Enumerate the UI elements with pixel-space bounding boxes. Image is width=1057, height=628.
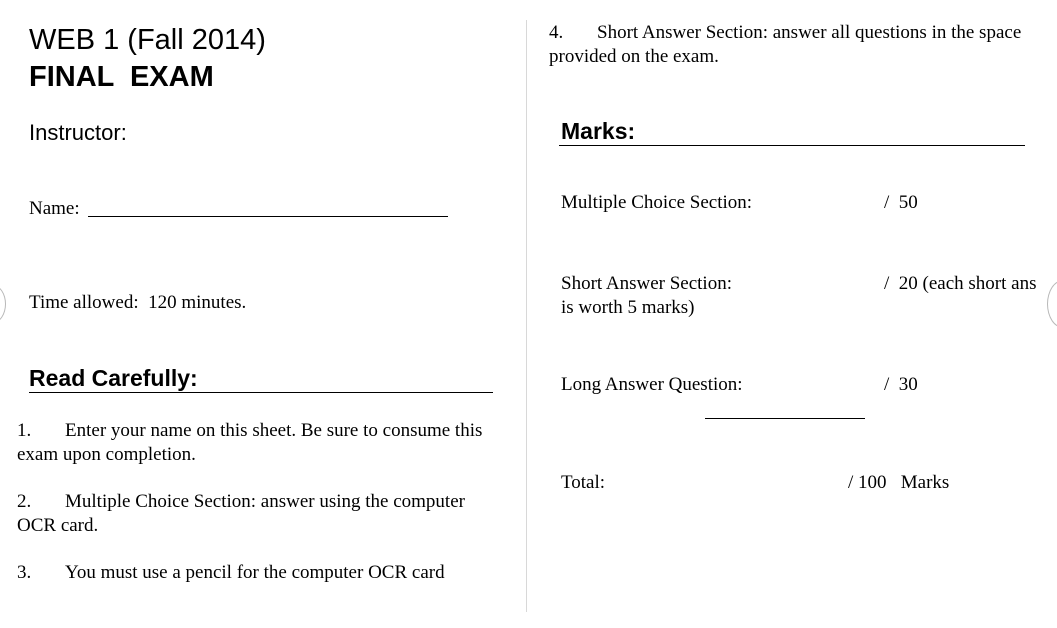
marks-rule bbox=[559, 145, 1025, 146]
instruction-text: You must use a pencil for the computer OCR card bbox=[65, 562, 445, 583]
mark-row-note: is worth 5 marks) bbox=[561, 297, 695, 318]
instruction-number: 4. bbox=[549, 22, 564, 43]
exam-title: FINAL EXAM bbox=[29, 61, 214, 93]
total-label: Total: bbox=[561, 472, 606, 493]
instruction-text: Short Answer Section: answer all questions in the space provided on the exam. bbox=[549, 22, 1022, 67]
instructor-label: Instructor: bbox=[29, 120, 127, 145]
mark-row-label: Short Answer Section: bbox=[561, 273, 732, 294]
instruction-item bbox=[17, 490, 507, 538]
mark-row-value: / 20 (each short ans bbox=[884, 273, 1037, 294]
instruction-item bbox=[549, 21, 1029, 69]
page-nav-right-edge bbox=[1047, 280, 1057, 328]
marks-heading: Marks: bbox=[561, 118, 636, 144]
time-allowed: Time allowed: 120 minutes. bbox=[29, 292, 247, 313]
course-title: WEB 1 (Fall 2014) bbox=[29, 24, 266, 56]
name-label: Name: bbox=[29, 198, 80, 219]
instruction-item bbox=[17, 419, 507, 467]
mark-row-label: Multiple Choice Section: bbox=[561, 192, 753, 213]
read-carefully-rule bbox=[29, 392, 493, 393]
name-underline bbox=[88, 216, 448, 217]
instruction-number: 3. bbox=[17, 562, 32, 583]
mark-row-value: / 50 bbox=[884, 192, 918, 213]
mark-row-value: / 30 bbox=[884, 374, 918, 395]
instruction-text: Multiple Choice Section: answer using the computer OCR card. bbox=[17, 491, 465, 536]
read-carefully-heading: Read Carefully: bbox=[29, 365, 198, 391]
total-value: / 100 Marks bbox=[848, 472, 950, 493]
instruction-item bbox=[17, 561, 507, 585]
instruction-number: 1. bbox=[17, 420, 32, 441]
instruction-number: 2. bbox=[17, 491, 32, 512]
mark-row-label: Long Answer Question: bbox=[561, 374, 743, 395]
sum-rule bbox=[705, 418, 865, 419]
page-nav-left-edge bbox=[0, 285, 6, 323]
instruction-text: Enter your name on this sheet. Be sure to consume this exam upon completion. bbox=[17, 420, 483, 465]
column-divider bbox=[526, 20, 527, 612]
